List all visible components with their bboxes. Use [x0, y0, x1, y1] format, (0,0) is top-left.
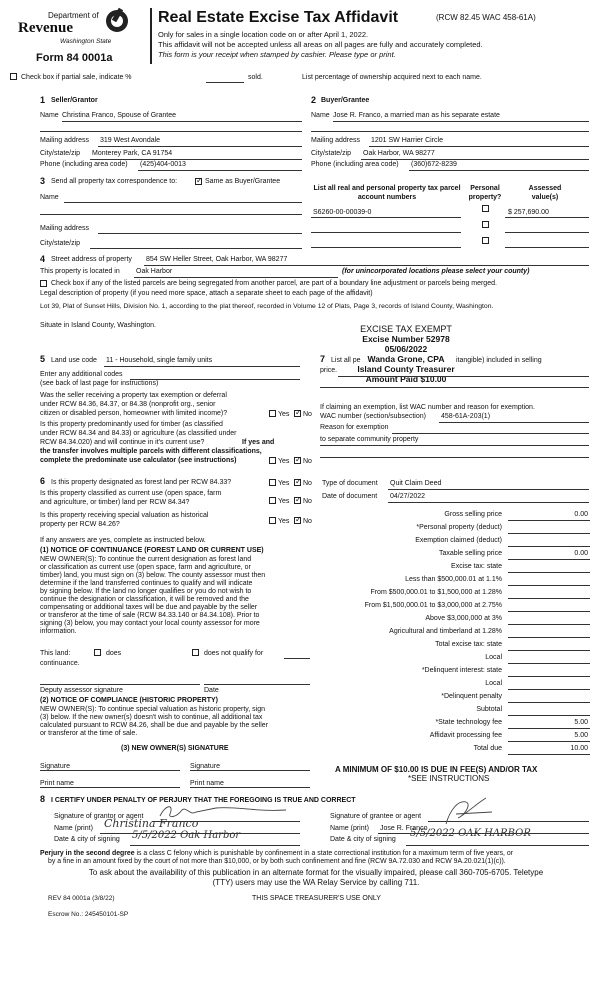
forest-no-label: No: [303, 480, 312, 487]
timber-yes-checkbox[interactable]: [269, 457, 276, 464]
same-as-buyer-label: Same as Buyer/Grantee: [205, 178, 281, 185]
see-instructions: *SEE INSTRUCTIONS: [408, 774, 490, 783]
tax-row-label: Total excise tax: state: [435, 641, 502, 648]
perjury-text: is a class C felony which is punishable by confinement in a state correctional institution for a maximum term of five years, or: [134, 850, 513, 857]
same-as-buyer-checkbox[interactable]: [195, 178, 202, 185]
tax-row-label: Exemption claimed (deduct): [415, 537, 502, 544]
notice-continuance-body: [40, 556, 310, 636]
q-timber-line2: under RCW 84.34 and 84.33) or agriculture (as classified under: [40, 430, 237, 437]
accessibility-line-1: To ask about the availability of this publication in an alternate format for the visually impaired, please call 360-705-6705. Teletype: [88, 868, 544, 877]
correspondence-city-label: City/state/zip: [40, 240, 81, 247]
tax-row-line: [508, 611, 590, 612]
personal-property-column-header: Personal property?: [468, 185, 502, 201]
tax-row-line: [508, 754, 590, 755]
seller-city-label: City/state/zip: [40, 150, 81, 157]
section-4-number: 4: [40, 254, 46, 264]
tax-row-label: Less than $500,000.01 at 1.1%: [405, 576, 502, 583]
land-does-not-checkbox[interactable]: [192, 649, 199, 656]
header-line2: This affidavit will not be accepted unless all areas on all pages are fully and accurately completed.: [158, 40, 483, 49]
dept-line1: Department of: [48, 11, 99, 20]
legal-description-label: Legal description of property (if you need more space, attach a separate sheet to each page of the affidavit): [40, 290, 373, 297]
tax-row-line: [508, 741, 590, 742]
nc-line: or classification as current use (open space, farm and agriculture, or: [40, 564, 251, 571]
forest-yes-checkbox[interactable]: [269, 479, 276, 486]
owner-signature-label-2: Signature: [190, 763, 220, 770]
buyer-name-label: Name: [311, 112, 330, 119]
tax-row-label: *Delinquent interest: state: [421, 667, 502, 674]
q-historic-line2: property per RCW 84.26?: [40, 521, 120, 528]
continuance-label: continuance.: [40, 660, 80, 667]
this-land-label: This land:: [40, 650, 71, 657]
seller-phone-label: Phone (including area code): [40, 161, 128, 168]
wac-number[interactable]: 458-61A-203(1): [441, 413, 491, 420]
correspondence-label: Send all property tax correspondence to:: [51, 178, 178, 185]
located-in-label: This property is located in: [40, 268, 120, 275]
exemption-yes-label: Yes: [278, 411, 290, 418]
stamp-line-2: Excise Number 52978: [362, 334, 450, 344]
section-3-number: 3: [40, 176, 46, 186]
segregated-label: Check box if any of the listed parcels are being segregated from another parcel, are part of a boundary line adjustment or parcels being merged.: [51, 280, 497, 287]
section-8-number: 8: [40, 794, 46, 804]
excise-exempt-stamp: [356, 324, 456, 384]
tax-row-line: [508, 689, 590, 690]
nc-line: compensating or additional taxes will be due and payable by the seller: [40, 604, 258, 611]
seller-address[interactable]: 319 West Avondale: [100, 137, 161, 144]
deputy-signature-line[interactable]: [40, 684, 200, 685]
tax-row-line: [508, 546, 590, 547]
personal-property-checkbox-2[interactable]: [482, 221, 489, 228]
parcel-column-header: List all real and personal property tax parcel account numbers: [313, 185, 461, 201]
historic-no-checkbox[interactable]: [294, 517, 301, 524]
tax-row-value[interactable]: 5.00: [574, 732, 588, 739]
correspondence-name-label: Name: [40, 194, 59, 201]
grantee-date-city[interactable]: 5/5/2022 OAK HARBOR: [410, 828, 531, 839]
owner-signature-label-1: Signature: [40, 763, 70, 770]
q-current-use-line2: and agriculture, or timber) land per RCW 84.34?: [40, 499, 190, 506]
certification: I CERTIFY UNDER PENALTY OF PERJURY THAT THE FOREGOING IS TRUE AND CORRECT: [51, 797, 356, 804]
q-exemption-line1: Was the seller receiving a property tax exemption or deferral: [40, 392, 227, 399]
accessibility-line-2: (TTY) users may use the WA Relay Service by calling 711.: [212, 878, 420, 887]
ownership-note: List percentage of ownership acquired next to each name.: [302, 74, 482, 81]
legal-situate[interactable]: Situate in Island County, Washington.: [40, 322, 156, 329]
street-address[interactable]: 854 SW Heller Street, Oak Harbor, WA 98277: [146, 256, 288, 263]
deputy-signature-label: Deputy assessor signature: [40, 687, 123, 694]
deputy-date-label: Date: [204, 687, 219, 694]
header-line3: This form is your receipt when stamped by cashier. Please type or print.: [158, 50, 396, 59]
if-any-yes: If any answers are yes, complete as instructed below.: [40, 537, 206, 544]
seller-address-label: Mailing address: [40, 137, 90, 144]
legal-lot[interactable]: Lot 39, Plat of Sunset Hills, Division No. 1, according to the plat thereof, recorded in Volume 12 of Plats, Page 3, records of Island County, Washington.: [40, 303, 494, 310]
nc-line: continue the designation or classification, it will be removed and the: [40, 596, 249, 603]
grantor-date-label: Date & city of signing: [54, 836, 120, 843]
nc-line: by signing below. If the land no longer qualifies or you do not wish to: [40, 588, 252, 595]
correspondence-address-label: Mailing address: [40, 225, 90, 232]
timber-no-label: No: [303, 458, 312, 465]
section-1-number: 1: [40, 95, 46, 105]
tax-row-line: [508, 624, 590, 625]
grantor-signature-label: Signature of grantor or agent: [54, 813, 144, 820]
notice-compliance-body: [40, 706, 310, 738]
historic-yes-label: Yes: [278, 518, 290, 525]
timber-yes-label: Yes: [278, 458, 290, 465]
ncomp-line: or transferor at the time of sale.: [40, 730, 138, 737]
current-use-no-label: No: [303, 498, 312, 505]
dept-revenue: Revenue: [18, 20, 73, 36]
current-use-yes-checkbox[interactable]: [269, 497, 276, 504]
treasurer-use-only: THIS SPACE TREASURER'S USE ONLY: [252, 895, 381, 902]
buyer-name[interactable]: Jose R. Franco, a married man as his separate estate: [333, 112, 500, 119]
exemption-no-label: No: [303, 411, 312, 418]
sec7-line1b: itangible) included in selling: [456, 357, 542, 364]
grantee-name-label: Name (print): [330, 825, 369, 832]
tax-row-line: [508, 663, 590, 664]
seller-name[interactable]: Christina Franco, Spouse of Grantee: [62, 112, 177, 119]
tax-calculation-table: [322, 511, 590, 759]
header-line1: Only for sales in a single location code on or after April 1, 2022.: [158, 30, 369, 39]
timber-no-checkbox[interactable]: [294, 457, 301, 464]
forest-no-checkbox[interactable]: [294, 479, 301, 486]
q-exemption-line3: citizen or disabled person, homeowner with limited income)?: [40, 410, 228, 417]
revision-number: REV 84 0001a (3/8/22): [48, 895, 115, 902]
document-type-label: Type of document: [322, 480, 378, 487]
owner-print-label-1: Print name: [40, 780, 74, 787]
tax-row-line: [508, 520, 590, 521]
additional-codes-note: (see back of last page for instructions): [40, 380, 159, 387]
tax-row-value[interactable]: 5.00: [574, 719, 588, 726]
grantor-date-city[interactable]: 5/5/2022 Oak Harbor: [132, 830, 241, 841]
forest-yes-label: Yes: [278, 480, 290, 487]
partial-sale-checkbox[interactable]: [10, 73, 17, 80]
tax-row-value[interactable]: 0.00: [574, 511, 588, 518]
rcw-ref: (RCW 82.45 WAC 458-61A): [436, 13, 536, 22]
buyer-address-label: Mailing address: [311, 137, 361, 144]
section-2-number: 2: [311, 95, 317, 105]
q-timber-line1: Is this property predominantly used for timber (as classified: [40, 421, 223, 428]
assessed-value[interactable]: $ 257,690.00: [508, 209, 549, 216]
ncomp-line: calculated pursuant to RCW 84.26, shall be due and payable by the seller: [40, 722, 269, 729]
tax-row-line: [508, 650, 590, 651]
reason-text[interactable]: to separate community property: [320, 436, 419, 443]
nc-line: determine if the land transferred continues to qualify and will indicate: [40, 580, 253, 587]
grantee-signature: [436, 796, 496, 826]
buyer-phone[interactable]: (360)672-8239: [411, 161, 457, 168]
ncomp-line: NEW OWNER(S): To continue special valuation as historic property, sign: [40, 706, 265, 713]
escrow-number: Escrow No.: 245450101-SP: [48, 911, 129, 918]
notice-continuance-heading: (1) NOTICE OF CONTINUANCE (FOREST LAND OR CURRENT USE): [40, 547, 264, 554]
correspondence-city-field[interactable]: [90, 248, 302, 249]
tax-row-line: [508, 702, 590, 703]
nc-line: or transferor at the time of sale (RCW 84.33.140 or 84.34.108). Prior to: [40, 612, 260, 619]
additional-codes-label: Enter any additional codes: [40, 371, 123, 378]
form-number: Form 84 0001a: [36, 52, 113, 64]
q-timber-line3: RCW 84.34.020) and will continue in it's current use?: [40, 439, 205, 446]
owner-print-label-2: Print name: [190, 780, 224, 787]
perjury-bold: Perjury in the second degree: [40, 850, 135, 857]
accessibility-notice: [40, 868, 592, 888]
revenue-logo: [18, 8, 130, 48]
exemption-yes-checkbox[interactable]: [269, 410, 276, 417]
new-owner-signature-heading: (3) NEW OWNER(S) SIGNATURE: [121, 745, 229, 752]
nc-line: NEW OWNER(S): To continue the current designation as forest land: [40, 556, 252, 563]
tax-row-label: Affidavit processing fee: [429, 732, 502, 739]
tax-row-label: Above $3,000,000 at 3%: [425, 615, 502, 622]
personal-property-checkbox-1[interactable]: [482, 205, 489, 212]
section-6-number: 6: [40, 476, 46, 486]
section-7-number: 7: [320, 354, 326, 364]
seller-name-label: Name: [40, 112, 59, 119]
nc-line: timber) land, you must sign on (3) below. The county assessor must then: [40, 572, 266, 579]
reason-label: Reason for exemption: [320, 424, 389, 431]
tax-row-label: Gross selling price: [444, 511, 502, 518]
seller-city[interactable]: Monterey Park, CA 91754: [92, 150, 173, 157]
buyer-heading: Buyer/Grantee: [321, 97, 370, 104]
document-date-label: Date of document: [322, 493, 378, 500]
document-type[interactable]: Quit Claim Deed: [390, 480, 442, 487]
tax-row-label: From $500,000.01 to $1,500,000 at 1.28%: [370, 589, 502, 596]
tax-row-line: [508, 728, 590, 729]
page-title: Real Estate Excise Tax Affidavit: [158, 9, 399, 26]
tax-row-label: From $1,500,000.01 to $3,000,000 at 2.75%: [364, 602, 502, 609]
tax-row-label: Local: [485, 654, 502, 661]
tax-row-label: *Personal property (deduct): [416, 524, 502, 531]
assessed-value-column-header: Assessed value(s): [528, 185, 562, 201]
q-historic-line1: Is this property receiving special valuation as historical: [40, 512, 209, 519]
grantor-name[interactable]: Christina Franco: [104, 817, 199, 830]
exemption-no-checkbox[interactable]: [294, 410, 301, 417]
current-use-no-checkbox[interactable]: [294, 497, 301, 504]
q-current-use-line1: Is this property classified as current use (open space, farm: [40, 490, 222, 497]
personal-property-checkbox-3[interactable]: [482, 237, 489, 244]
tax-row-label: Taxable selling price: [438, 550, 502, 557]
tax-row-label: Excise tax: state: [451, 563, 502, 570]
stamp-line-1: EXCISE TAX EXEMPT: [360, 324, 452, 334]
dept-state: Washington State: [60, 38, 112, 45]
tax-row-label: Subtotal: [476, 706, 502, 713]
grantee-signature-label: Signature of grantee or agent: [330, 813, 422, 820]
tax-row-label: *Delinquent penalty: [441, 693, 502, 700]
tax-row-line: [508, 572, 590, 573]
tax-row-line: [508, 598, 590, 599]
buyer-address[interactable]: 1201 SW Harrier Circle: [371, 137, 443, 144]
located-note: (for unincorporated locations please select your county): [342, 268, 530, 275]
buyer-city-label: City/state/zip: [311, 150, 352, 157]
tax-row-line: [508, 637, 590, 638]
q-exemption-line2: under RCW 84.36, 84.37, or 84.38 (nonprofit org., senior: [40, 401, 216, 408]
stamp-line-6: Amount Paid $10.00: [365, 374, 447, 384]
buyer-city[interactable]: Oak Harbor, WA 98277: [363, 150, 435, 157]
q-timber-ifyes: If yes and: [242, 439, 275, 446]
nc-line: signing (3) below, you may contact your local county assessor for more: [40, 620, 260, 627]
land-use-label: Land use code: [51, 357, 97, 364]
tax-row-value[interactable]: 10.00: [570, 745, 588, 752]
tax-row-value[interactable]: 0.00: [574, 550, 588, 557]
parcel-number[interactable]: S6260-00-00039-0: [313, 209, 372, 216]
partial-sold-label: sold.: [248, 74, 263, 81]
tax-row-line: [508, 559, 590, 560]
stamp-line-3: 05/06/2022: [384, 344, 428, 354]
ncomp-line: (3) below. If the new owner(s) doesn't wish to continue, all additional tax: [40, 714, 263, 721]
section-5-number: 5: [40, 354, 46, 364]
q-timber-line5: complete the predominate use calculator (see instructions): [40, 457, 237, 464]
notice-compliance-heading: (2) NOTICE OF COMPLIANCE (HISTORIC PROPERTY): [40, 697, 218, 704]
perjury-notice: [40, 850, 592, 866]
land-does-not-label: does not qualify for: [204, 650, 264, 657]
segregated-checkbox[interactable]: [40, 280, 47, 287]
exemption-instructions: If claiming an exemption, list WAC number and reason for exemption.: [320, 404, 535, 411]
deputy-date-line[interactable]: [204, 684, 310, 685]
revenue-swirl-icon: [106, 10, 128, 32]
partial-sale-label: Check box if partial sale, indicate %: [21, 74, 132, 81]
tax-row-label: Total due: [473, 745, 502, 752]
street-address-label: Street address of property: [51, 256, 132, 263]
tax-row-line: [508, 715, 590, 716]
q-forest: Is this property designated as forest land per RCW 84.33?: [51, 479, 232, 486]
seller-heading: Seller/Grantor: [51, 97, 98, 104]
correspondence-name-field[interactable]: [64, 202, 302, 203]
tax-row-line: [508, 676, 590, 677]
wac-label: WAC number (section/subsection): [320, 413, 426, 420]
grantor-name-label: Name (print): [54, 825, 93, 832]
tax-row-label: Local: [485, 680, 502, 687]
tax-row-label: Agricultural and timberland at 1.28%: [389, 628, 502, 635]
minimum-due-notice: A MINIMUM OF $10.00 IS DUE IN FEE(S) AND/OR TAX: [335, 765, 538, 774]
correspondence-address-field[interactable]: [98, 233, 302, 234]
sec7-line2: price.: [320, 367, 338, 374]
current-use-yes-label: Yes: [278, 498, 290, 505]
tax-row-line: [508, 585, 590, 586]
document-date[interactable]: 04/27/2022: [390, 493, 426, 500]
buyer-phone-label: Phone (including area code): [311, 161, 399, 168]
tax-row-line: [508, 533, 590, 534]
historic-no-label: No: [303, 518, 312, 525]
grantee-name[interactable]: Jose R. Franco: [380, 825, 428, 832]
perjury-text-2: by a fine in an amount fixed by the court of not more than $10,000, or by both such confinement and fine (RCW 9A.72.030 and RCW 9A.20.021(1)(c)).: [48, 858, 506, 865]
grantee-date-label: Date & city of signing: [330, 836, 396, 843]
stamp-line-5: Island County Treasurer: [357, 364, 455, 374]
land-does-checkbox[interactable]: [94, 649, 101, 656]
historic-yes-checkbox[interactable]: [269, 517, 276, 524]
header-divider: [150, 8, 152, 64]
sec7-line1: List all pe: [331, 357, 361, 364]
seller-phone[interactable]: (425)404-0013: [140, 161, 186, 168]
stamp-line-4: Wanda Grone, CPA: [367, 354, 445, 364]
nc-line: information.: [40, 628, 77, 635]
tax-row-label: *State technology fee: [435, 719, 502, 726]
partial-percent-field[interactable]: [206, 82, 244, 83]
q-timber-line4: the transfer involves multiple parcels with different classifications,: [40, 448, 262, 455]
located-in[interactable]: Oak Harbor: [136, 268, 173, 275]
land-use-code[interactable]: 11 - Household, single family units: [106, 357, 213, 364]
land-does-label: does: [106, 650, 122, 657]
